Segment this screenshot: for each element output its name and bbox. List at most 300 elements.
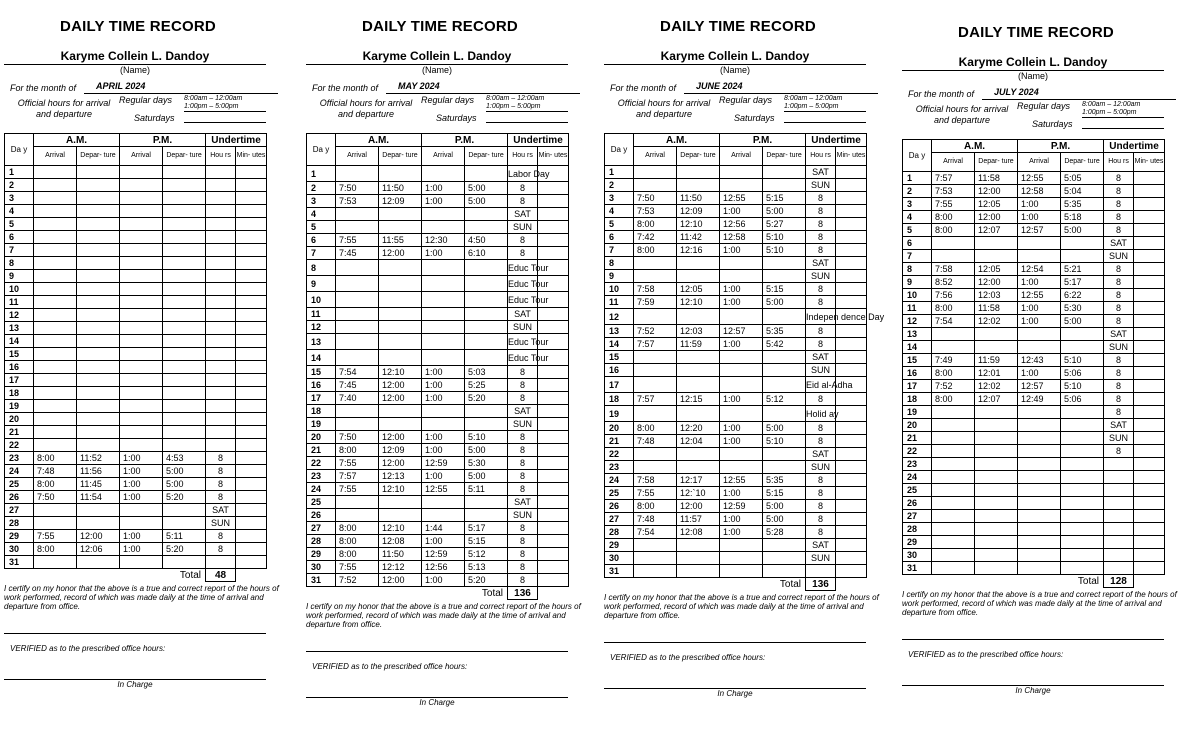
arrival-header: Arrival <box>120 147 163 166</box>
time-cell: 11:59 <box>975 354 1018 367</box>
minutes-cell <box>538 247 569 260</box>
minutes-cell <box>236 426 267 439</box>
name-label: (Name) <box>1017 71 1048 81</box>
table-row <box>903 445 1165 458</box>
time-cell <box>34 348 77 361</box>
hours-cell: 8 <box>508 431 538 444</box>
table-row <box>605 500 867 513</box>
time-cell <box>677 257 720 270</box>
time-cell <box>120 192 163 205</box>
in-charge-label: In Charge <box>604 688 866 698</box>
day-cell: 29 <box>307 548 336 561</box>
time-cell <box>34 244 77 257</box>
day-cell: 23 <box>903 458 932 471</box>
time-cell: 12:00 <box>379 457 422 470</box>
time-cell <box>1018 523 1061 536</box>
day-cell: 28 <box>605 526 634 539</box>
minutes-cell <box>1134 510 1165 523</box>
time-cell <box>77 439 120 452</box>
hours-cell: SAT <box>508 496 538 509</box>
hours-cell: 8 <box>1104 406 1134 419</box>
hours-cell: Holid ay <box>806 406 836 422</box>
table-row <box>903 393 1165 406</box>
minutes-cell <box>236 166 267 179</box>
time-cell <box>163 192 206 205</box>
time-cell: 1:00 <box>120 478 163 491</box>
minutes-cell <box>538 418 569 431</box>
time-cell <box>677 309 720 325</box>
time-cell: 11:50 <box>677 192 720 205</box>
hours-cell: Indepen dence Day <box>806 309 836 325</box>
hours-cell: 8 <box>1104 211 1134 224</box>
time-cell: 1:00 <box>1018 367 1061 380</box>
time-cell: 5:03 <box>465 366 508 379</box>
day-cell: 17 <box>605 377 634 393</box>
hours-cell <box>206 192 236 205</box>
time-cell: 4:50 <box>465 234 508 247</box>
table-row <box>903 263 1165 276</box>
time-cell <box>120 426 163 439</box>
time-cell: 7:50 <box>336 431 379 444</box>
time-cell <box>1061 237 1104 250</box>
time-cell <box>379 350 422 366</box>
pm-header: P.M. <box>720 134 806 147</box>
month-value: APRIL 2024 <box>84 81 278 94</box>
time-cell: 1:00 <box>1018 315 1061 328</box>
time-cell: 1:00 <box>720 422 763 435</box>
time-cell: 12:05 <box>975 263 1018 276</box>
time-cell <box>634 377 677 393</box>
time-cell: 12:57 <box>1018 380 1061 393</box>
time-cell: 12:16 <box>677 244 720 257</box>
time-cell: 11:50 <box>379 182 422 195</box>
time-cell <box>720 406 763 422</box>
time-cell: 5:00 <box>465 195 508 208</box>
minutes-cell <box>236 257 267 270</box>
time-cell <box>163 374 206 387</box>
day-cell: 29 <box>5 530 34 543</box>
minutes-header: Min- utes <box>836 147 867 166</box>
time-cell: 5:20 <box>465 574 508 587</box>
time-cell <box>336 334 379 350</box>
time-cell <box>1061 497 1104 510</box>
hours-cell: 8 <box>1104 185 1134 198</box>
minutes-cell <box>1134 406 1165 419</box>
time-cell <box>120 218 163 231</box>
time-cell <box>975 471 1018 484</box>
minutes-cell <box>1134 549 1165 562</box>
time-cell <box>77 296 120 309</box>
time-cell: 7:48 <box>634 513 677 526</box>
minutes-cell <box>1134 276 1165 289</box>
time-cell <box>422 321 465 334</box>
table-row <box>903 523 1165 536</box>
hours-cell <box>206 556 236 569</box>
time-cell <box>1061 471 1104 484</box>
table-row <box>5 192 267 205</box>
hours-cell <box>806 565 836 578</box>
time-cell: 12:`10 <box>677 487 720 500</box>
in-charge-label: In Charge <box>306 697 568 707</box>
total-value: 136 <box>508 587 538 600</box>
time-cell <box>422 221 465 234</box>
minutes-cell <box>1134 250 1165 263</box>
day-cell: 1 <box>605 166 634 179</box>
time-cell: 1:00 <box>1018 211 1061 224</box>
time-cell: 5:00 <box>465 444 508 457</box>
minutes-cell <box>1134 536 1165 549</box>
time-cell <box>932 484 975 497</box>
time-cell <box>465 496 508 509</box>
table-row <box>605 218 867 231</box>
hours-cell: SAT <box>1104 237 1134 250</box>
time-cell: 7:55 <box>34 530 77 543</box>
time-cell <box>379 208 422 221</box>
verified-text: VERIFIED as to the prescribed office hours: <box>10 644 166 653</box>
time-cell: 12:56 <box>422 561 465 574</box>
time-cell <box>336 321 379 334</box>
pm-header: P.M. <box>422 134 508 147</box>
table-row <box>5 309 267 322</box>
minutes-cell <box>1134 341 1165 354</box>
time-cell: 11:45 <box>77 478 120 491</box>
official-hours-label: Official hours for arrival and departure <box>617 98 711 119</box>
minutes-cell <box>836 205 867 218</box>
time-cell <box>336 276 379 292</box>
table-row <box>605 552 867 565</box>
time-cell: 1:00 <box>422 535 465 548</box>
minutes-cell <box>836 393 867 406</box>
time-cell <box>465 350 508 366</box>
regular-days-value: 8:00am – 12:00am 1:00pm – 5:00pm <box>184 95 266 112</box>
minutes-cell <box>538 509 569 522</box>
table-row <box>903 250 1165 263</box>
time-cell <box>163 270 206 283</box>
hours-cell: 8 <box>806 393 836 406</box>
table-row <box>307 276 569 292</box>
day-cell: 8 <box>903 263 932 276</box>
time-cell <box>336 260 379 276</box>
time-cell <box>975 432 1018 445</box>
day-cell: 18 <box>307 405 336 418</box>
time-cell <box>163 335 206 348</box>
day-cell: 27 <box>903 510 932 523</box>
time-cell <box>163 426 206 439</box>
day-cell: 8 <box>307 260 336 276</box>
time-cell: 12:12 <box>379 561 422 574</box>
time-cell: 8:00 <box>634 500 677 513</box>
time-cell <box>1018 562 1061 575</box>
hours-cell: 8 <box>508 366 538 379</box>
day-cell: 26 <box>307 509 336 522</box>
time-cell: 1:00 <box>720 338 763 351</box>
total-label: Total <box>179 569 202 581</box>
hours-cell: 8 <box>806 296 836 309</box>
time-cell <box>720 364 763 377</box>
table-row <box>605 406 867 422</box>
time-cell <box>34 166 77 179</box>
departure-header: Depar- ture <box>677 147 720 166</box>
day-header: Da y <box>307 134 336 166</box>
hours-cell: 8 <box>806 513 836 526</box>
table-row <box>903 237 1165 250</box>
arrival-header: Arrival <box>720 147 763 166</box>
table-row <box>5 400 267 413</box>
saturdays-label: Saturdays <box>1032 119 1073 129</box>
time-cell <box>120 257 163 270</box>
time-cell <box>34 309 77 322</box>
time-cell <box>163 322 206 335</box>
time-cell <box>975 406 1018 419</box>
time-cell <box>465 260 508 276</box>
hours-cell <box>1104 523 1134 536</box>
month-value: MAY 2024 <box>386 81 580 94</box>
table-row <box>307 392 569 405</box>
minutes-cell <box>236 478 267 491</box>
time-cell <box>336 292 379 308</box>
time-cell: 5:00 <box>1061 224 1104 237</box>
hours-cell <box>206 361 236 374</box>
time-cell <box>677 448 720 461</box>
minutes-cell <box>1134 419 1165 432</box>
time-cell: 12:58 <box>720 231 763 244</box>
time-cell <box>163 361 206 374</box>
time-cell: 1:00 <box>422 247 465 260</box>
time-cell <box>1061 250 1104 263</box>
arrival-header: Arrival <box>336 147 379 166</box>
minutes-cell <box>236 465 267 478</box>
minutes-cell <box>538 234 569 247</box>
day-cell: 8 <box>605 257 634 270</box>
hours-cell: 8 <box>508 483 538 496</box>
day-cell: 9 <box>5 270 34 283</box>
time-cell: 1:00 <box>422 182 465 195</box>
am-header: A.M. <box>634 134 720 147</box>
time-cell: 5:10 <box>763 244 806 257</box>
table-row <box>307 470 569 483</box>
time-cell <box>336 509 379 522</box>
time-cell: 7:57 <box>336 470 379 483</box>
hours-header: Hou rs <box>1104 153 1134 172</box>
hours-cell: 8 <box>806 283 836 296</box>
table-row <box>903 510 1165 523</box>
table-row <box>307 166 569 182</box>
day-cell: 16 <box>605 364 634 377</box>
time-cell: 1:00 <box>422 366 465 379</box>
day-cell: 18 <box>605 393 634 406</box>
time-cell <box>1018 406 1061 419</box>
hours-cell <box>206 348 236 361</box>
minutes-cell <box>1134 289 1165 302</box>
minutes-cell <box>1134 393 1165 406</box>
table-row <box>307 234 569 247</box>
time-cell: 5:12 <box>763 393 806 406</box>
time-cell <box>763 565 806 578</box>
time-cell: 12:07 <box>975 224 1018 237</box>
minutes-cell <box>236 413 267 426</box>
pm-header: P.M. <box>1018 140 1104 153</box>
hours-cell <box>206 413 236 426</box>
time-cell: 7:52 <box>634 325 677 338</box>
day-cell: 13 <box>307 334 336 350</box>
hours-cell: 8 <box>508 234 538 247</box>
minutes-cell <box>236 335 267 348</box>
table-row <box>307 548 569 561</box>
time-cell: 5:00 <box>163 478 206 491</box>
time-cell <box>932 471 975 484</box>
hours-cell: SUN <box>806 179 836 192</box>
day-cell: 22 <box>605 448 634 461</box>
time-cell <box>1018 250 1061 263</box>
time-cell <box>34 504 77 517</box>
total-value: 128 <box>1104 575 1134 588</box>
time-cell <box>163 309 206 322</box>
time-cell: 12:10 <box>379 483 422 496</box>
time-cell: 8:00 <box>634 244 677 257</box>
time-cell: 7:54 <box>634 526 677 539</box>
in-charge-label: In Charge <box>902 685 1164 695</box>
time-cell: 7:48 <box>34 465 77 478</box>
day-cell: 25 <box>605 487 634 500</box>
time-cell: 5:00 <box>163 465 206 478</box>
day-cell: 25 <box>5 478 34 491</box>
hours-cell: 8 <box>806 422 836 435</box>
time-cell <box>720 351 763 364</box>
day-cell: 11 <box>5 296 34 309</box>
hours-cell: 8 <box>1104 315 1134 328</box>
day-cell: 13 <box>903 328 932 341</box>
table-row <box>605 192 867 205</box>
time-cell: 1:00 <box>1018 198 1061 211</box>
time-cell <box>120 361 163 374</box>
time-cell <box>422 260 465 276</box>
minutes-cell <box>836 364 867 377</box>
time-cell: 11:50 <box>379 548 422 561</box>
hours-cell: 8 <box>806 500 836 513</box>
minutes-header: Min- utes <box>236 147 267 166</box>
time-cell <box>1018 510 1061 523</box>
time-cell <box>932 562 975 575</box>
verified-text: VERIFIED as to the prescribed office hours: <box>908 650 1064 659</box>
arrival-header: Arrival <box>1018 153 1061 172</box>
minutes-cell <box>836 166 867 179</box>
saturdays-label: Saturdays <box>134 113 175 123</box>
day-cell: 12 <box>605 309 634 325</box>
day-cell: 19 <box>605 406 634 422</box>
time-cell <box>120 400 163 413</box>
hours-cell: 8 <box>508 574 538 587</box>
time-cell <box>120 283 163 296</box>
minutes-cell <box>538 457 569 470</box>
time-cell <box>336 221 379 234</box>
time-cell <box>634 309 677 325</box>
time-cell: 7:53 <box>336 195 379 208</box>
time-cell <box>34 296 77 309</box>
time-cell <box>34 179 77 192</box>
regular-days-value: 8:00am – 12:00am 1:00pm – 5:00pm <box>486 95 568 112</box>
day-cell: 21 <box>903 432 932 445</box>
day-cell: 5 <box>307 221 336 234</box>
minutes-cell <box>1134 562 1165 575</box>
time-cell <box>120 374 163 387</box>
month-label: For the month of <box>10 83 77 93</box>
day-cell: 13 <box>605 325 634 338</box>
time-cell: 12:05 <box>677 283 720 296</box>
hours-cell: 8 <box>508 561 538 574</box>
departure-header: Depar- ture <box>763 147 806 166</box>
signature-line <box>902 617 1164 640</box>
table-row <box>307 182 569 195</box>
minutes-cell <box>1134 380 1165 393</box>
certification-text: I certify on my honor that the above is a true and correct report of the hours of work performed, record of which was made daily at the time of arrival and departure from office. <box>4 584 279 611</box>
time-cell: 1:00 <box>720 393 763 406</box>
time-cell: 12:05 <box>975 198 1018 211</box>
time-cell: 12:10 <box>379 522 422 535</box>
time-cell <box>1061 432 1104 445</box>
time-cell <box>422 166 465 182</box>
time-cell <box>720 257 763 270</box>
hours-cell: Educ Tour <box>508 260 538 276</box>
time-cell: 7:55 <box>336 483 379 496</box>
day-cell: 19 <box>5 400 34 413</box>
time-cell: 1:00 <box>120 491 163 504</box>
minutes-header: Min- utes <box>538 147 569 166</box>
table-row <box>605 526 867 539</box>
minutes-cell <box>236 504 267 517</box>
table-row <box>5 504 267 517</box>
time-cell <box>77 335 120 348</box>
minutes-cell <box>1134 471 1165 484</box>
time-cell <box>77 166 120 179</box>
pm-header: P.M. <box>120 134 206 147</box>
hours-cell: 8 <box>508 522 538 535</box>
table-row <box>903 562 1165 575</box>
hours-cell <box>206 231 236 244</box>
table-row <box>5 283 267 296</box>
time-cell: 12:06 <box>77 543 120 556</box>
table-row <box>307 405 569 418</box>
minutes-cell <box>1134 523 1165 536</box>
table-row <box>5 166 267 179</box>
hours-cell: 8 <box>1104 445 1134 458</box>
day-cell: 22 <box>903 445 932 458</box>
minutes-cell <box>1134 328 1165 341</box>
time-cell <box>763 309 806 325</box>
hours-cell: SAT <box>508 208 538 221</box>
table-row <box>5 556 267 569</box>
time-cell: 8:00 <box>336 535 379 548</box>
time-cell <box>34 283 77 296</box>
table-row <box>605 166 867 179</box>
table-row <box>5 270 267 283</box>
minutes-cell <box>836 325 867 338</box>
total-value: 136 <box>806 578 836 591</box>
time-cell: 12:04 <box>677 435 720 448</box>
hours-cell: 8 <box>806 325 836 338</box>
arrival-header: Arrival <box>34 147 77 166</box>
time-cell <box>763 364 806 377</box>
time-cell <box>120 439 163 452</box>
certification-text: I certify on my honor that the above is a true and correct report of the hours of work performed, record of which was made daily at the time of arrival and departure from office. <box>306 602 581 629</box>
hours-cell: 8 <box>1104 276 1134 289</box>
time-cell: 8:00 <box>634 422 677 435</box>
time-cell: 12:02 <box>975 315 1018 328</box>
departure-header: Depar- ture <box>163 147 206 166</box>
time-cell: 12:13 <box>379 470 422 483</box>
table-row <box>903 289 1165 302</box>
day-cell: 26 <box>5 491 34 504</box>
time-cell <box>163 205 206 218</box>
